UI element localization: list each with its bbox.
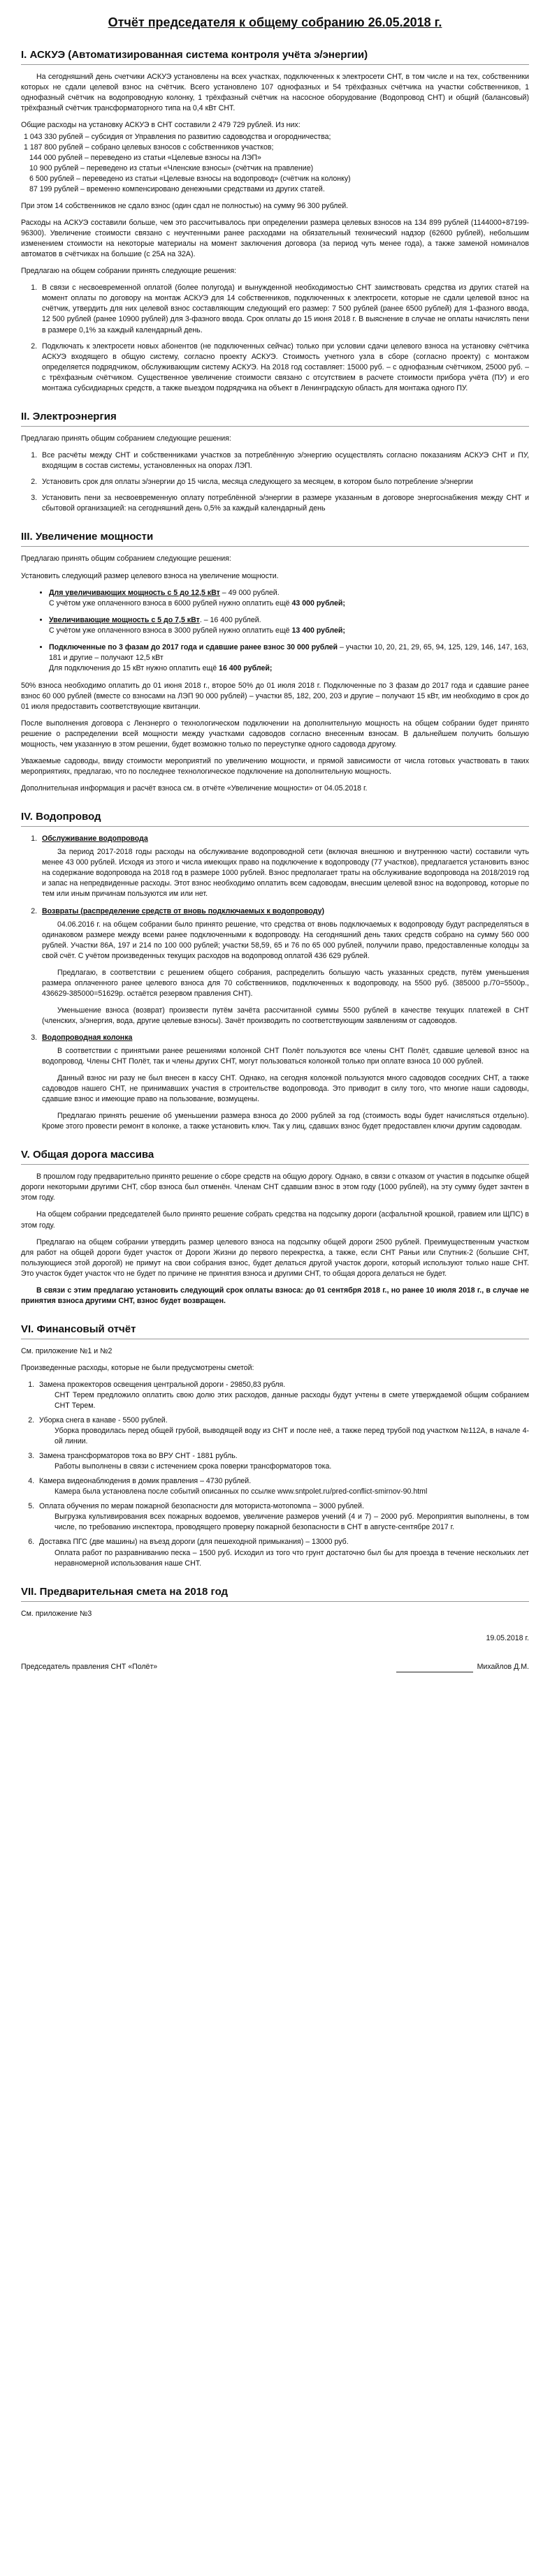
paragraph: За период 2017-2018 годы расходы на обслуживание водопроводной сети (включая внешнюю и внутреннюю части) составили чуть менее 43 000 рублей. Исходя из этого и числа имеющих право на подключение к водопроводу (77 участков), предлагается установить взнос на содержание водопровода на 2018 год в размере 1000 рублей. Взнос предполагает траты на обслуживание водопровода на 2018/2019 год и запас на непредвиденные расходы. Этот взнос необходимо оплатить всем садоводам, внесшим целевой взнос на водопровод, которые по тем или иным причинам пользуются им или нет. (42, 848, 529, 899)
fee-item-rest: . – 16 400 рублей. (199, 615, 261, 624)
funds-list (21, 132, 529, 195)
document-page (21, 0, 529, 1689)
water-item-title: 2. Возвраты (распределение средств от вновь подключаемых к водопроводу) (42, 906, 324, 915)
paragraph: Предлагаю на общем собрании утвердить размер целевого взноса на подсыпку общей дороги 2500 рублей. Преимущественным участком для работ на общей дороги будет участок от Дороги Жизни до первого перекрестка, а также, если СНТ Раньи или Спутник-2 (большие СНТ, пользующиеся этой дорогой) не примут на свои собрания взнос, будет делаться другой участок дороги, который используют только наше СНТ. Это участок будет участок что не будет по причине не принятия взноса и другими СНТ, то общая дорога делаться не будет. (21, 1237, 529, 1278)
document-title: Отчёт председателя к общему собранию 26.05.2018 г. (108, 15, 442, 29)
funds-line: 1 187 800 рублей – собрано целевых взносов с собственников участков; (24, 143, 274, 152)
fee-item-note: С учётом уже оплаченного взноса в 3000 рублей нужно оплатить ещё 13 400 рублей; (49, 626, 345, 635)
expense-item: 4. Камера видеонаблюдения в домик правления – 4730 рублей. Камера была установлена после событий описанных по ссылке www.sntpolet.ru/pred-conflict-smirnov-90.html (36, 1476, 529, 1497)
expense-item: 5. Оплата обучения по мерам пожарной безопасности для моториста-мотопомпа – 3000 рублей. Выгрузка культивирования всех пожарных водоемов, увеличение размеров учений (4 и 7) – 2000 руб. Мероприятия выполнены, в том числе, по требованию инспектора, проводящего проверку пожарной безопасности в СНТ в августе-сентябре 2017 г. (36, 1501, 529, 1533)
section-heading-road: V. Общая дорога массива (21, 1147, 529, 1165)
decision-list (21, 450, 529, 514)
paragraph: На сегодняшний день счетчики АСКУЭ установлены на всех участках, подключенных к электросети СНТ, в том числе и на тех, собственники которых не сдали целевой взнос на счётчик. Всего установлено 107 однофазных и 54 трёхфазных счётчика на участки собственников, 1 однофазный счётчик на водопроводную колонку, 1 трёхфазный счётчик на насосное оборудование (Водопровод СНТ) и общий (балансовый) трёхфазный счётчик трансформаторного типа на 0,4 кВт СНТ. (21, 72, 529, 112)
expense-item: 3. Замена трансформаторов тока во ВРУ СНТ - 1881 рубль. Работы выполнены в связи с истечением срока поверки трансформаторов тока. (36, 1451, 529, 1472)
paragraph: Уменьшение взноса (возврат) произвести путём зачёта рассчитанной суммы 5500 рублей в качестве текущих платежей в СНТ (членских, э/энергия, вода, другие целевые взносы). Зачёт производить по соответствующим заявлениям от садоводов. (42, 1006, 529, 1025)
fee-item-note: Для подключения до 15 кВт нужно оплатить ещё 16 400 рублей; (49, 663, 273, 672)
decision-list (21, 283, 529, 393)
funds-line: 144 000 рублей – переведено из статьи «Целевые взносы на ЛЭП» (29, 154, 261, 163)
decision-item: 1. Все расчёты между СНТ и собственниками участков за потреблённую э/энергию осуществлять согласно показаниям АСКУЭ СНТ и ПУ, входящим в состав системы, установленных на опорах ЛЭП. (39, 450, 529, 471)
section-heading-budget: VII. Предварительная смета на 2018 год (21, 1584, 529, 1602)
water-item-title: 3. Водопроводная колонка (42, 1033, 133, 1042)
signature-block (21, 1662, 529, 1672)
signature-name-wrap (392, 1662, 529, 1672)
paragraph: Произведенные расходы, которые не были предусмотрены сметой: (21, 1364, 254, 1373)
fee-item-rest: – участки 10, 20, 21, 29, 65, 94, 125, 129, 146, 147, 163, 181 и другие – получают 12,5 кВт (49, 642, 529, 662)
fee-item (49, 615, 529, 636)
water-item (39, 1033, 529, 1132)
section-heading-askue: I. АСКУЭ (Автоматизированная система контроля учёта э/энергии) (21, 47, 529, 65)
paragraph: Предлагаю на общем собрании принять следующие решения: (21, 267, 237, 276)
water-item (39, 834, 529, 899)
water-item-title: 1. Обслуживание водопровода (42, 834, 148, 844)
funds-line: 87 199 рублей – временно компенсировано денежными средствами из других статей. (29, 185, 325, 194)
paragraph: Дополнительная информация и расчёт взноса см. в отчёте «Увеличение мощности» от 04.05.2018 г. (21, 784, 368, 793)
paragraph: Предлагаю принять общим собранием следующие решения: (21, 434, 231, 443)
report-date: 19.05.2018 г. (486, 1633, 529, 1642)
paragraph: При этом 14 собственников не сдало взнос (один сдал не полностью) на сумму 96 300 рублей. (21, 202, 349, 211)
expense-list (21, 1380, 529, 1569)
paragraph: Предлагаю принять решение об уменьшении размера взноса до 2000 рублей за год (стоимость воды будет начисляться отдельно). Кроме этого провести ремонт в колонке, а также установить ключ. Так у лиц, сдавших взнос будет предоставлен ключи другим садоводам. (42, 1112, 529, 1131)
paragraph: После выполнения договора с Ленэнерго о технологическом подключении на дополнительную мощность на общем собрании будет принято решение о распределении всей мощности между участками садоводов согласно внесенным взносам. В дальнейшем получить большую мощность, чем указанную в этом решении, будет возможно только по переуступке одного садовода другому. (21, 719, 529, 749)
fee-item-title: Для увеличивающих мощность с 5 до 12,5 кВт (49, 588, 220, 597)
funds-line: 6 500 рублей – переведено из статьи «Целевые взносы на водопровод» (счётчик на колонку) (29, 175, 351, 184)
decision-item: 2. Подключать к электросети новых абонентов (не подключенных сейчас) только при условии сдачи целевого взноса на установку счётчика АСКУЭ входящего в общую систему, согласно проекту АСКУЭ. Стоимость учетного узла в сборе (согласно проекту) с монтажом определяется подрядчиком, обслуживающим систему АСКУЭ. На 2018 год составляет: 15000 руб. – с однофазным счётчиком, 25000 руб. – с трёхфазным счётчиком. Существенное увеличение стоимости связано с отсутствием в расчете стоимости прибора учёта (ПУ) и его монтажа субсидиарных средств, а также выездом подрядчика на объект в Ленинградскую область для монтажа одного ПУ. (39, 341, 529, 394)
paragraph: 50% взноса необходимо оплатить до 01 июня 2018 г., второе 50% до 01 июля 2018 г. Подключенные по 3 фазам до 2017 года и сдавшие ранее взнос 60 000 рублей (вместе со взносами на ЛЭП 90 000 рублей) – участки 85, 182, 200, 203 и другие – получают 15 кВт, им необходимо в срок до 01 июля предоставить соответствующие квитанции. (21, 681, 529, 711)
funds-line: 1 043 330 рублей – субсидия от Управления по развитию садоводства и огородничества; (24, 133, 331, 141)
decision-item: 2. Установить срок для оплаты э/энергии до 15 числа, месяца следующего за месяцем, в котором было потребление э/энергии (39, 477, 529, 487)
paragraph: Предлагаю, в соответствии с решением общего собрания, распределить большую часть указанных средств, путём уменьшения размера оплаченного ранее целевого взноса для 70 собственников, подключенных к водопроводу, на 5500 руб. (385000 р./70=5500р., 436629-385000=51629р. остаётся резервом правления СНТ). (42, 968, 529, 998)
section-heading-electricity: II. Электроэнергия (21, 409, 529, 427)
decision-item: 3. Установить пени за несвоевременную оплату потреблённой э/энергии в размере указанным в договоре энергоснабжения между СНТ и сбытовой организацией: на сегодняшний день 0,5% за каждый календарный день (39, 493, 529, 514)
fee-item-note: С учётом уже оплаченного взноса в 6000 рублей нужно оплатить ещё 43 000 рублей; (49, 598, 345, 608)
paragraph: 04.06.2016 г. на общем собрании было принято решение, что средства от вновь подключаемых к водопроводу будут распределяться в одинаковом размере между всеми ранее подключенными к водопроводу. На сегодняшний день таких средств собрано на сумму 560 000 рублей. Участки 86А, 197 и 214 по 100 000 рублей; участки 58,59, 65 и 76 по 65 000 рублей, получили право, предоставленные колодцы за свой счёт. С учётом произведенных текущих расходов на водопровод оплатой 436 629 рублей. (42, 920, 529, 960)
decision-item: 1. В связи с несвоевременной оплатой (более полугода) и вынужденной необходимостью СНТ заимствовать средства из других статей на момент оплаты по договору на монтаж АСКУЭ для 14 собственников, подключенных к электросети, которые не сдали целевой взнос на счётчик, утвердить для них целевой взнос составляющим следующий его размер: 7 500 рублей (ранее 6500 рублей) для 1-фазного ввода, 12 500 рублей (ранее 10900 рублей) для 3-фазного ввода. Срок оплаты до 15 июня 2018 г. В выяснение в случае не оплаты начислять пени в размере 0,1% за каждый календарный день. (39, 283, 529, 335)
expense-item: 1. Замена прожекторов освещения центральной дороги - 29850,83 рубля. СНТ Терем предложило оплатить свою долю этих расходов, данные расходы будут учтены в смете утверждаемой общим собранием СНТ Терем. (36, 1380, 529, 1411)
paragraph: На общем собрании председателей было принято решение собрать средства на подсыпку дороги (асфальтной крошкой, гравием или ЩПС) в этом году. (21, 1210, 529, 1230)
fee-list (21, 588, 529, 674)
section-heading-finance: VI. Финансовый отчёт (21, 1322, 529, 1339)
fee-item (49, 588, 529, 609)
paragraph: В прошлом году предварительно принято решение о сборе средств на общую дорогу. Однако, в связи с отказом от участия в подсыпке общей дороги некоторыми другими СНТ, сбор взноса был отменён. Членам СНТ сдавшим взнос в этом году (1000 рублей), на эту сумму будет зачтен в этом году. (21, 1172, 529, 1202)
fee-item-title: Увеличивающие мощность с 5 до 7,5 кВт (49, 615, 200, 624)
paragraph: Уважаемые садоводы, ввиду стоимости мероприятий по увеличению мощности, и прямой зависимости от числа готовых участвовать в таких мероприятиях, предлагаю, что по последнее технологическое подключение на дополнительную мощность. (21, 756, 529, 776)
fee-item (49, 642, 529, 674)
water-list (21, 834, 529, 1132)
paragraph: Общие расходы на установку АСКУЭ в СНТ составили 2 479 729 рублей. Из них: (21, 120, 301, 129)
expense-item: 2. Уборка снега в канаве - 5500 рублей. Уборка проводилась перед общей грубой, выводящей воду из СНТ и после неё, а также перед трубой под участком №112А, в начале 4-ой линии. (36, 1415, 529, 1447)
attachment-reference: См. приложение №1 и №2 (21, 1347, 113, 1356)
fee-item-rest: – 49 000 рублей. (219, 588, 280, 597)
section-heading-power: III. Увеличение мощности (21, 529, 529, 547)
paragraph: Установить следующий размер целевого взноса на увеличение мощности. (21, 571, 279, 580)
paragraph: Предлагаю принять общим собранием следующие решения: (21, 554, 231, 564)
funds-line: 10 900 рублей – переведено из статьи «Членские взносы» (счётчик на правление) (29, 164, 314, 173)
paragraph: В связи с этим предлагаю установить следующий срок оплаты взноса: до 01 сентября 2018 г., но ранее 10 июля 2018 г., в случае не принятия взноса другими СНТ, взнос будет возвращен. (21, 1286, 529, 1305)
attachment-reference: См. приложение №3 (21, 1609, 92, 1618)
fee-item-title: Подключенные по 3 фазам до 2017 года и сдавшие ранее взнос 30 000 рублей (49, 642, 338, 652)
signature-role: Председатель правления СНТ «Полёт» (21, 1662, 158, 1671)
paragraph: Данный взнос ни разу не был внесен в кассу СНТ. Однако, на сегодня колонкой пользуются много садоводов соседних СНТ, а также садоводов нашего СНТ, не принимавших участия в строительстве водопровода. Это приводит в силу того, что многие наши садоводы, сдавшие взнос и имеющие право на пользование, возмущены. (42, 1073, 529, 1103)
water-item (39, 906, 529, 1026)
expense-item: 6. Доставка ПГС (две машины) на въезд дороги (для пешеходной примыкания) – 13000 руб. Оплата работ по разравниванию песка – 1500 руб. Исходил из того что грунт достаточно был бы для проезда в течение нескольких лет неравномерной использования наше СНТ. (36, 1537, 529, 1568)
paragraph: Расходы на АСКУЭ составили больше, чем это рассчитывалось при определении размера целевых взносов на 134 899 рублей (1144000+87199-96300). Увеличение стоимости связано с неучтенными ранее расходами на обязательный технический надзор (62600 рублей), небольшим изменением стоимости на некоторые материалы на момент заключения договора (за период чуть менее года), а также заменой номиналов автоматов в счётчиках на большие (с 25А на 32А). (21, 219, 529, 259)
section-heading-water: IV. Водопровод (21, 809, 529, 827)
signature-name: Михайлов Д.М. (477, 1662, 529, 1671)
paragraph: В соответствии с принятыми ранее решениями колонкой СНТ Полёт пользуются все члены СНТ Полёт, сдавшие целевой взнос на водопровод. Члены СНТ Полёт, так и члены других СНТ, могут пользоваться колонкой только при оплате взноса 10 000 рублей. (42, 1046, 529, 1066)
